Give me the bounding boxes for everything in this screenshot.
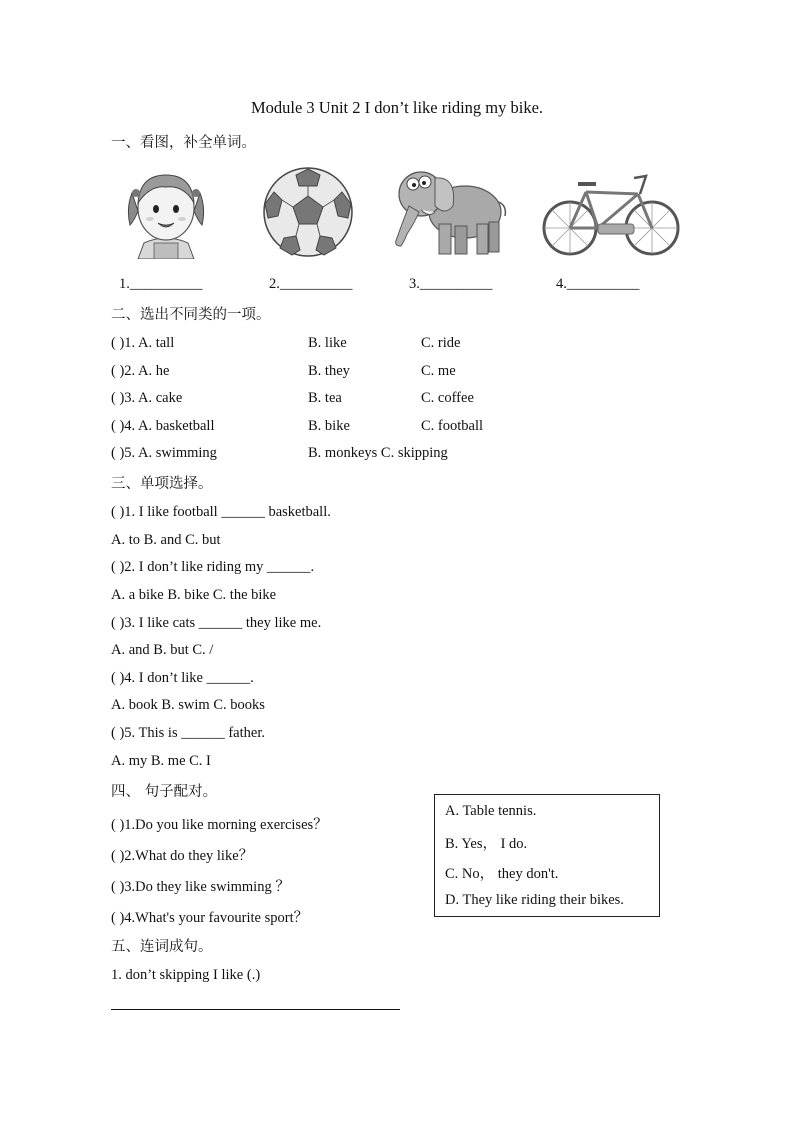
- blank-2[interactable]: 2.__________: [269, 276, 353, 292]
- s3-q4-options: A. book B. swim C. books: [111, 697, 265, 713]
- page-title: Module 3 Unit 2 I don’t like riding my bike.: [250, 98, 544, 117]
- s3-q4: ( )4. I don’t like ______.: [111, 670, 254, 686]
- girl-picture: [124, 163, 208, 259]
- s3-q1-options: A. to B. and C. but: [111, 532, 221, 548]
- s3-q2: ( )2. I don’t like riding my ______.: [111, 559, 315, 575]
- s3-q3: ( )3. I like cats ______ they like me.: [111, 615, 322, 631]
- s2-row-2-b: B. they: [308, 363, 350, 379]
- s2-row-3-b: B. tea: [308, 390, 342, 406]
- section-5-heading: 五、连词成句。: [111, 939, 213, 955]
- bike-picture: [542, 170, 680, 260]
- elephant-picture: [391, 166, 509, 258]
- s2-row-3-c: C. coffee: [421, 390, 474, 406]
- section-2-heading: 二、选出不同类的一项。: [111, 307, 271, 323]
- option-b: B. Yes， I do.: [445, 836, 528, 852]
- s4-q3: ( )3.Do they like swimming ？: [111, 879, 290, 895]
- option-a: A. Table tennis.: [445, 803, 537, 819]
- s3-q5-options: A. my B. me C. I: [111, 753, 211, 769]
- s3-q5: ( )5. This is ______ father.: [111, 725, 265, 741]
- option-d: D. They like riding their bikes.: [445, 892, 624, 908]
- s2-row-1-b: B. like: [308, 335, 347, 351]
- s4-q2: ( )2.What do they like？: [111, 848, 254, 864]
- s2-row-5-b: B. monkeys C. skipping: [308, 445, 448, 461]
- s2-row-4-c: C. football: [421, 418, 484, 434]
- s2-row-2-c: C. me: [421, 363, 456, 379]
- s3-q1: ( )1. I like football ______ basketball.: [111, 504, 331, 520]
- s2-row-2-a: ( )2. A. he: [111, 363, 170, 379]
- blank-1[interactable]: 1.__________: [119, 276, 203, 292]
- s5-item-1: 1. don’t skipping I like (.): [111, 967, 261, 983]
- s2-row-4-b: B. bike: [308, 418, 350, 434]
- section-3-heading: 三、单项选择。: [111, 476, 213, 492]
- football-picture: [262, 166, 354, 258]
- s2-row-5-a: ( )5. A. swimming: [111, 445, 217, 461]
- section-1-heading: 一、看图，补全单词。: [111, 135, 256, 151]
- blank-4[interactable]: 4.__________: [556, 276, 640, 292]
- s2-row-1-a: ( )1. A. tall: [111, 335, 175, 351]
- s3-q3-options: A. and B. but C. /: [111, 642, 214, 658]
- section-4-heading: 四、 句子配对。: [111, 784, 218, 800]
- s2-row-1-c: C. ride: [421, 335, 461, 351]
- s2-row-4-a: ( )4. A. basketball: [111, 418, 215, 434]
- blank-3[interactable]: 3.__________: [409, 276, 493, 292]
- answer-line[interactable]: [111, 1009, 400, 1010]
- s4-q4: ( )4.What's your favourite sport？: [111, 910, 309, 926]
- s2-row-3-a: ( )3. A. cake: [111, 390, 183, 406]
- option-c: C. No， they don't.: [445, 866, 559, 882]
- s4-q1: ( )1.Do you like morning exercises？: [111, 817, 328, 833]
- answer-options-box: [434, 794, 660, 917]
- s3-q2-options: A. a bike B. bike C. the bike: [111, 587, 277, 603]
